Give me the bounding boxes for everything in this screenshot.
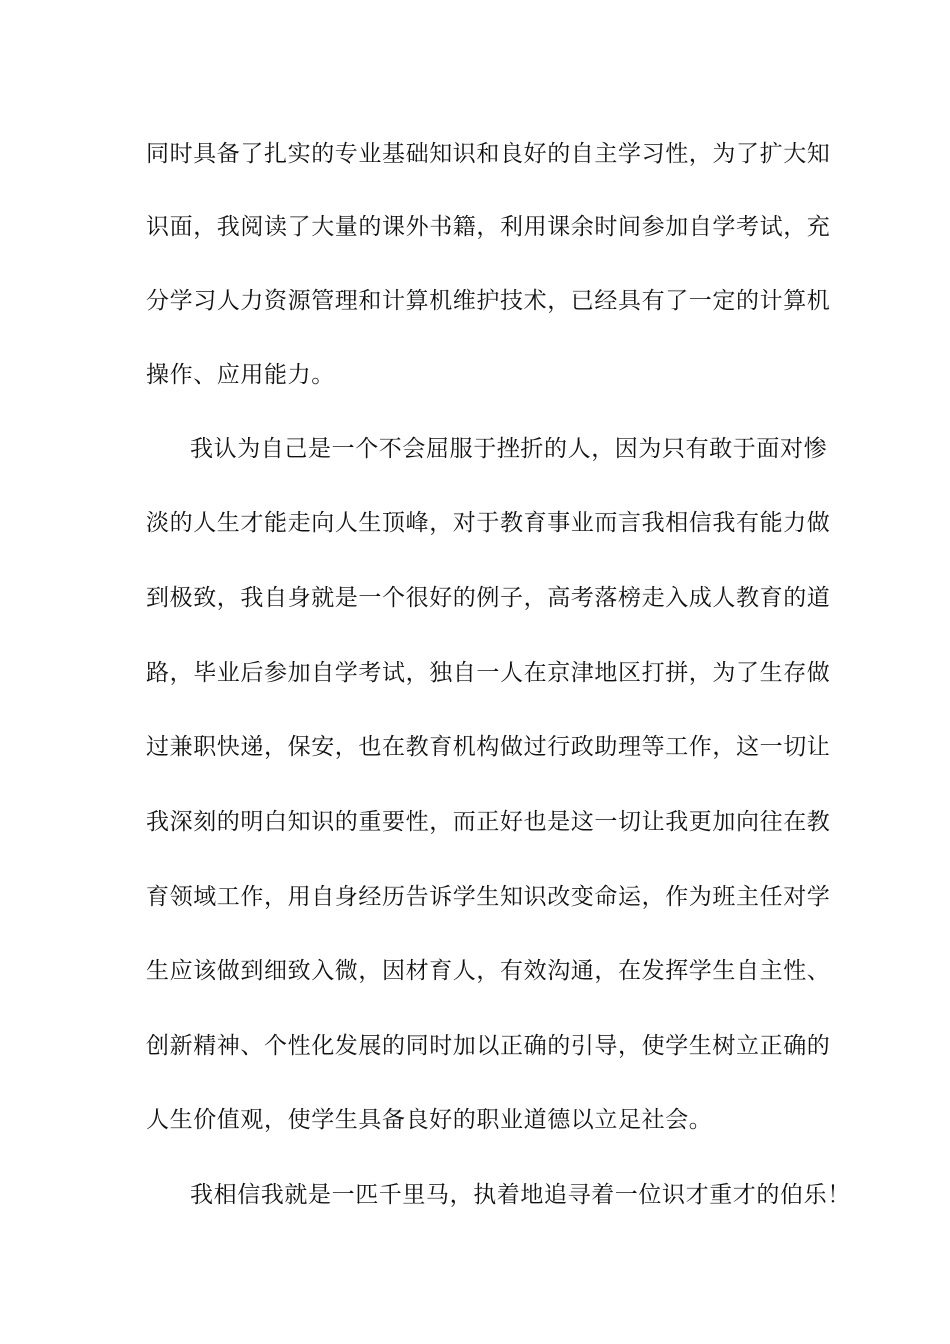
text-line: 分学习人力资源管理和计算机维护技术，已经具有了一定的计算机: [146, 288, 831, 314]
text-line: 人生价值观，使学生具备良好的职业道德以立足社会。: [146, 1107, 713, 1133]
text-line: 操作、应用能力。: [146, 362, 335, 388]
text-line: 淡的人生才能走向人生顶峰，对于教育事业而言我相信我有能力做: [146, 510, 831, 536]
text-line: 我深刻的明白知识的重要性，而正好也是这一切让我更加向往在教: [146, 809, 831, 835]
text-line: 同时具备了扎实的专业基础知识和良好的自主学习性，为了扩大知: [146, 141, 831, 167]
text-line: 到极致，我自身就是一个很好的例子，高考落榜走入成人教育的道: [146, 585, 831, 611]
text-line: 生应该做到细致入微，因材育人，有效沟通，在发挥学生自主性、: [146, 958, 831, 984]
text-line: 创新精神、个性化发展的同时加以正确的引导，使学生树立正确的: [146, 1033, 831, 1059]
paragraph-first-line: 我认为自己是一个不会屈服于挫折的人，因为只有敢于面对惨: [190, 436, 828, 462]
text-line: 过兼职快递，保安，也在教育机构做过行政助理等工作，这一切让: [146, 734, 831, 760]
text-line: 路，毕业后参加自学考试，独自一人在京津地区打拼，为了生存做: [146, 660, 831, 686]
text-line: 育领域工作，用自身经历告诉学生知识改变命运，作为班主任对学: [146, 884, 831, 910]
paragraph-first-line: 我相信我就是一匹千里马，执着地追寻着一位识才重才的伯乐！: [190, 1182, 851, 1208]
text-line: 识面，我阅读了大量的课外书籍，利用课余时间参加自学考试，充: [146, 214, 831, 240]
